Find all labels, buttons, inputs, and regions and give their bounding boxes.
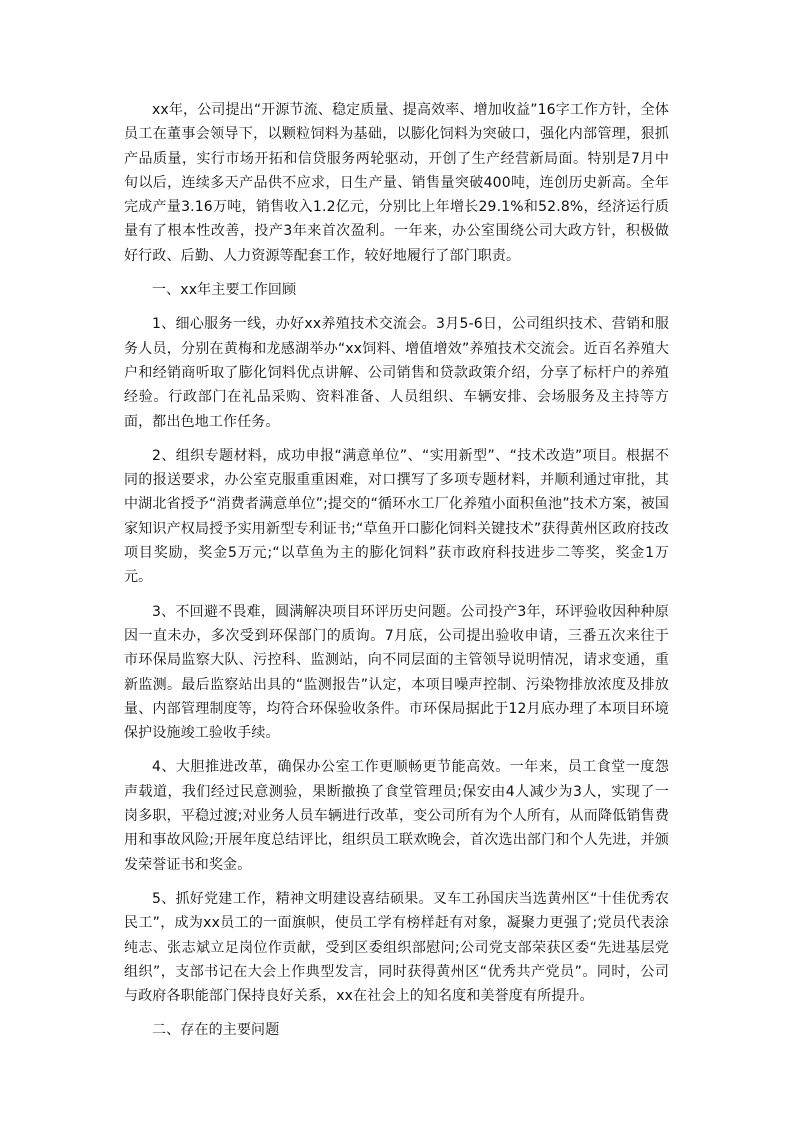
section-heading-problems: 二、存在的主要问题	[152, 1022, 280, 1039]
review-item-3: 3、不回避不畏难，圆满解决项目环评历史问题。公司投产3年，环评验收因种种原因一直未办，多次受到环保部门的质询。7月底，公司提出验收申请，三番五次来往于市环保局监察大队、污控科、监测站，向不同层面的主管领导说明情况，请求变通，重新监测。最后监察站出具的“监测报告”认定，本项目噪声控制、污染物排放浓度及排放量、内部管理制度等，均符合环保验收条件。市环保局据此于12月底办理了本项目环境保护设施竣工验收手续。	[124, 603, 669, 742]
document-body	[124, 98, 669, 1043]
section-heading-review: 一、xx年主要工作回顾	[152, 282, 297, 299]
review-item-2: 2、组织专题材料，成功申报“满意单位”、“实用新型”、“技术改造”项目。根据不同的报送要求，办公室克服重重困难，对口撰写了多项专题材料，并顺利通过审批，其中湖北省授予“消费者满意单位”;提交的“循环水工厂化养殖小面积鱼池”技术方案，被国家知识产权局授予实用新型专利证书;“草鱼开口膨化饲料关键技术”获得黄州区政府技改项目奖励，奖金5万元;“以草鱼为主的膨化饲料”获市政府科技进步二等奖，奖金1万元。	[124, 447, 669, 586]
intro-paragraph: xx年，公司提出“开源节流、稳定质量、提高效率、增加收益”16字工作方针，全体员工在董事会领导下，以颗粒饲料为基础，以膨化饲料为突破口，强化内部管理，狠抓产品质量，实行市场开拓和信贷服务两轮驱动，开创了生产经营新局面。特别是7月中旬以后，连续多天产品供不应求，日生产量、销售量突破400吨，连创历史新高。全年完成产量3.16万吨，销售收入1.2亿元，分别比上年增长29.1%和52.8%，经济运行质量有了根本性改善，投产3年来首次盈利。一年来，办公室围绕公司大政方针，积极做好行政、后勤、人力资源等配套工作，较好地履行了部门职责。	[124, 102, 669, 264]
review-item-4: 4、大胆推进改革，确保办公室工作更顺畅更节能高效。一年来，员工食堂一度怨声载道，我们经过民意测验，果断撤换了食堂管理员;保安由4人减少为3人，实现了一岗多职，平稳过渡;对业务人员车辆进行改革，变公司所有为个人所有，从而降低销售费用和事故风险;开展年度总结评比，组织员工联欢晚会，首次选出部门和个人先进，并颁发荣誉证书和奖金。	[124, 759, 669, 873]
review-item-1: 1、细心服务一线，办好xx养殖技术交流会。3月5-6日，公司组织技术、营销和服务人员，分别在黄梅和龙感湖举办“xx饲料、增值增效”养殖技术交流会。近百名养殖大户和经销商听取了膨化饲料优点讲解、公司销售和贷款政策介绍，分享了标杆户的养殖经验。行政部门在礼品采购、资料准备、人员组织、车辆安排、会场服务及主持等方面，都出色地工作任务。	[124, 316, 669, 430]
review-item-5: 5、抓好党建工作，精神文明建设喜结硕果。叉车工孙国庆当选黄州区“十佳优秀农民工”，成为xx员工的一面旗帜，使员工学有榜样赶有对象，凝聚力更强了;党员代表涂纯志、张志斌立足岗位作贡献，受到区委组织部慰问;公司党支部荣获区委“先进基层党组织”，支部书记在大会上作典型发言，同时获得黄州区“优秀共产党员”。同时，公司与政府各职能部门保持良好关系，xx在社会上的知名度和美誉度有所提升。	[124, 890, 669, 1005]
